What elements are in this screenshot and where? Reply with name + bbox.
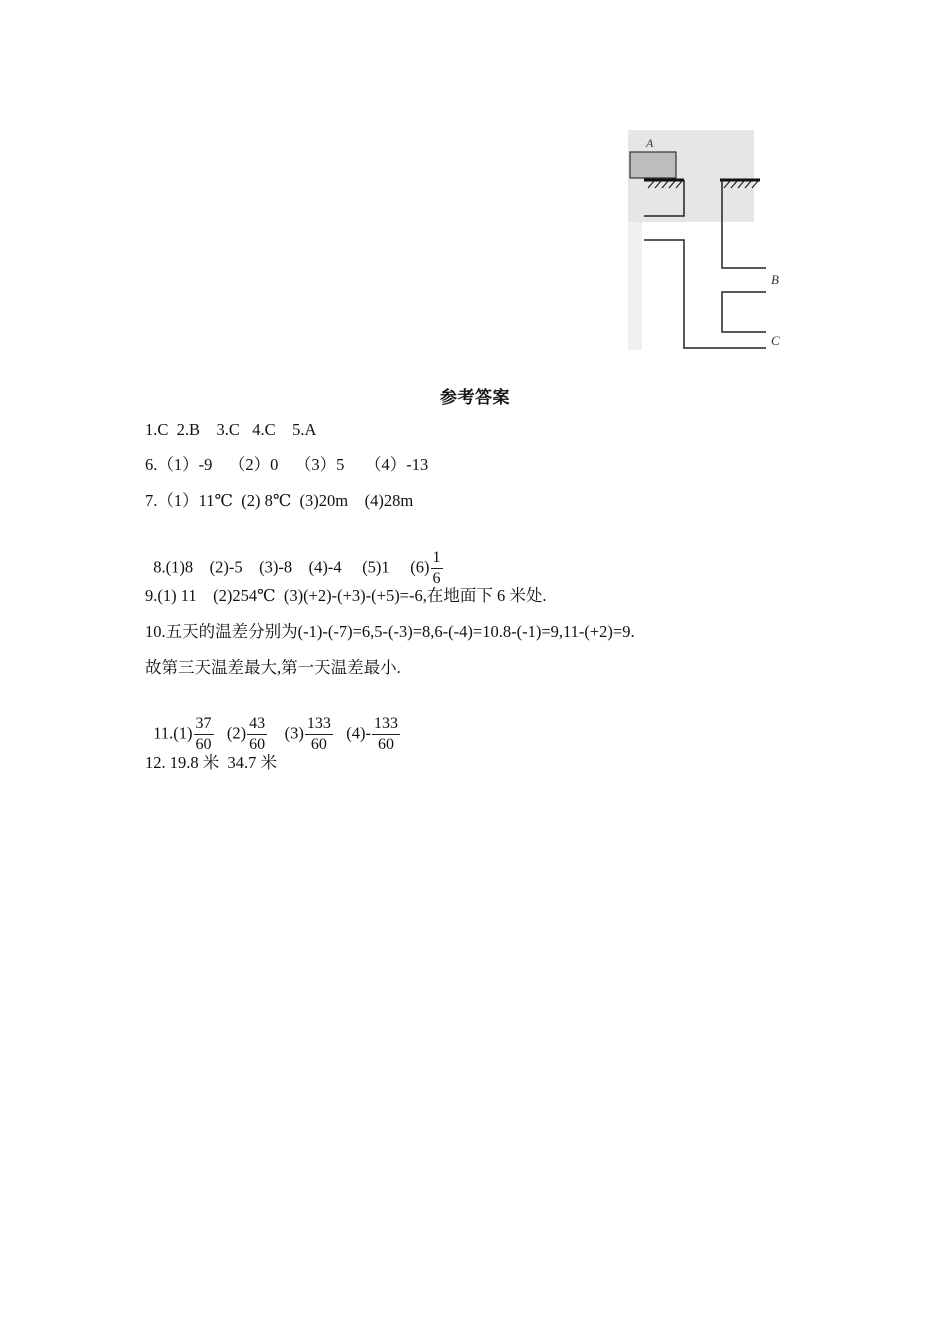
box-a [630,152,676,178]
label-b: B [771,272,779,287]
pipe-diagram [626,128,796,356]
fraction-numerator: 133 [374,715,398,732]
answer-line-7: 7.（1）11℃ (2) 8℃ (3)20m (4)28m [145,491,414,510]
fraction-denominator: 60 [310,736,327,753]
answer-key-title: 参考答案 [440,388,510,407]
fraction-numerator: 43 [249,715,266,732]
answer-line-10b: 故第三天温差最大,第一天温差最小. [145,658,401,677]
answer-line-1: 1.C 2.B 3.C 4.C 5.A [145,420,317,439]
fraction-one-sixth [431,548,443,589]
pipe-diagram-figure [626,128,796,356]
fraction-1 [194,714,214,755]
fraction-denominator: 60 [195,736,212,753]
answer-11-part-1-label: 11.(1) [153,723,193,743]
answer-8-text: 8.(1)8 (2)-5 (3)-8 (4)-4 (5)1 (6) [153,557,430,577]
answer-11-part-2-label: (2) [214,723,247,743]
answer-line-11 [145,692,401,755]
answer-11-part-3-label: (3) [268,723,304,743]
pipe-inner-c [722,292,766,332]
fraction-numerator: 37 [195,715,212,732]
answer-11-part-4-label: (4)- [333,723,371,743]
answer-line-6: 6.（1）-9 （2）0 （3）5 （4）-13 [145,455,429,474]
fraction-denominator: 60 [249,736,266,753]
fraction-3 [305,714,333,755]
shaded-area-left [628,222,642,350]
fraction-4 [372,714,400,755]
answer-line-10a: 10.五天的温差分别为(-1)-(-7)=6,5-(-3)=8,6-(-4)=10.8-(-1)=9,11-(+2)=9. [145,622,635,641]
answer-line-9: 9.(1) 11 (2)254℃ (3)(+2)-(+3)-(+5)=-6,在地面下 6 米处. [145,586,547,605]
fraction-numerator: 1 [432,549,441,566]
fraction-denominator: 60 [378,736,394,753]
answer-line-8 [145,526,444,589]
label-c: C [771,333,780,348]
label-a: A [646,136,654,150]
fraction-2 [247,714,267,755]
fraction-numerator: 133 [306,715,331,732]
fraction-denominator: 6 [432,570,441,587]
answer-line-12: 12. 19.8 米 34.7 米 [145,753,277,772]
